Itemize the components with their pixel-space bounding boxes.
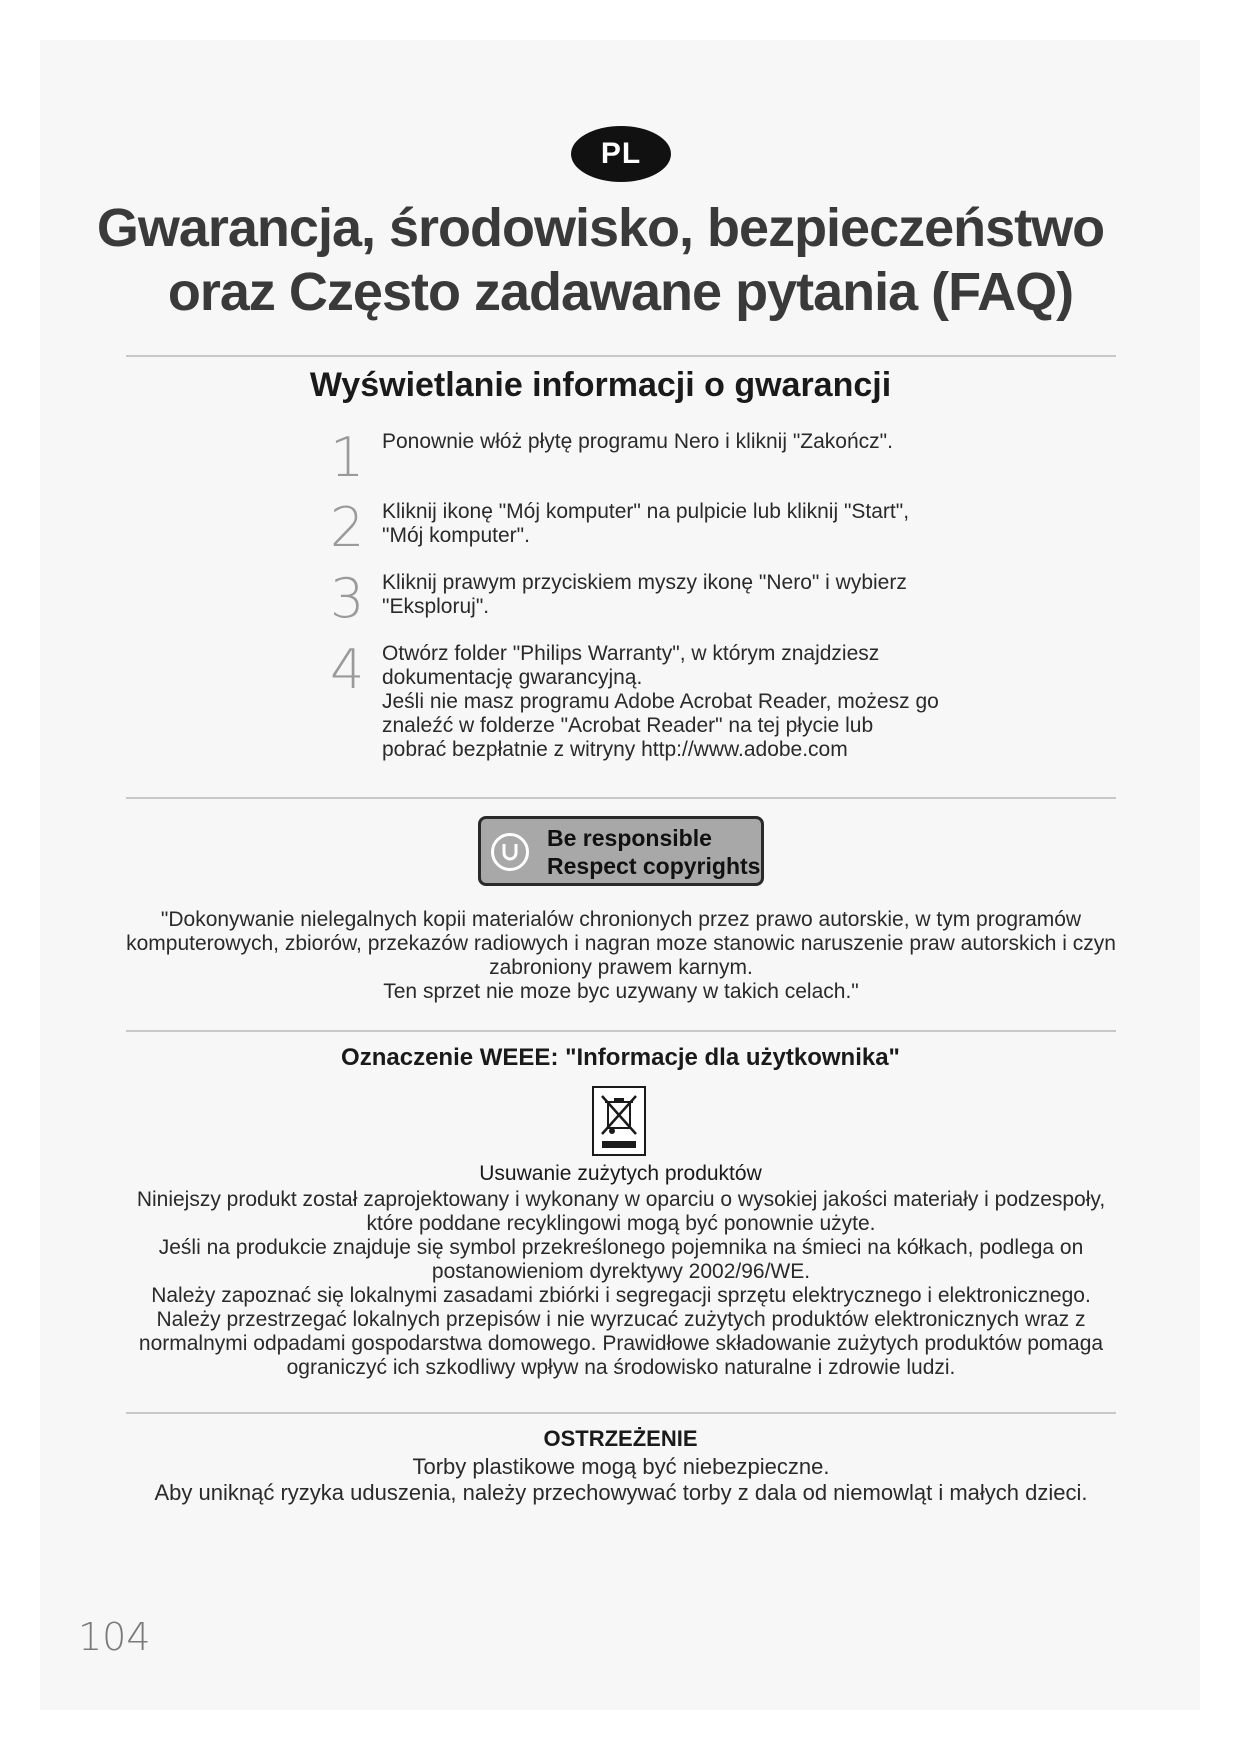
step-text: Kliknij ikonę "Mój komputer" na pulpicie lub kliknij "Start", "Mój komputer". [382,500,910,547]
logo-text-line-1: Be responsible [547,825,712,851]
copyright-u-icon [491,833,529,871]
step-text: Otwórz folder "Philips Warranty", w którym znajdziesz dokumentację gwarancyjną. Jeśli nie masz programu Adobe Acrobat Reader, możesz go znaleźć w folderze "Acrobat Reader" na tej płycie lub pobrać bezpłatnie z witryny http://www.adobe.com [382,642,939,761]
weee-text: Niniejszy produkt został zaprojektowany i wykonany w oparciu o wysokiej jakości materiały i podzespoły, które poddane recyklingowi mogą być ponownie użyte. Jeśli na produkcie znajduje się symbol przekreślonego pojemnika na śmieci na kółkach, podlega on postanowieniom dyrektywy 2002/96/WE. Należy zapoznać się lokalnymi zasadami zbiórki i segregacji sprzętu elektrycznego i elektronicznego. Należy przestrzegać lokalnych przepisów i nie wyrzucać zużytych produktów elektronicznych wraz z normalnymi odpadami gospodarstwa domowego. Prawidłowe składowanie zużytych produktów pomaga ograniczyć ich szkodliwy wpływ na środowisko naturalne i zdrowie ludzi. [136,1188,1106,1379]
divider [126,1412,1116,1414]
step-text: Ponownie włóż płytę programu Nero i kliknij "Zakończ". [382,430,893,453]
page-number: 104 [78,1615,151,1659]
language-badge: PL [571,126,671,182]
step-text: Kliknij prawym przyciskiem myszy ikonę "Nero" i wybierz "Eksploruj". [382,571,907,618]
step-number: 3 [330,567,365,630]
divider [126,1030,1116,1032]
step-number: 1 [330,426,365,489]
page-title-line-2: oraz Często zadawane pytania (FAQ) [167,262,1074,322]
warning-heading: OSTRZEŻENIE [543,1426,698,1451]
divider [126,797,1116,799]
logo-text-line-2: Respect copyrights [547,853,761,879]
weee-subheading: Usuwanie zużytych produktów [479,1162,762,1185]
divider [126,355,1116,357]
copyright-logo [478,816,764,886]
warning-text: Torby plastikowe mogą być niebezpieczne. Aby uniknąć ryzyka uduszenia, należy przechowywać torby z dala od niemowląt i małych dzieci. [154,1454,1088,1505]
step-number: 4 [330,638,365,701]
step-number: 2 [330,496,365,559]
copyright-notice: "Dokonywanie nielegalnych kopii materialów chronionych przez prawo autorskie, w tym programów komputerowych, zbiorów, przekazów radiowych i nagran moze stanowic naruszenie praw autorskich i czyn zabroniony prawem karnym. Ten sprzet nie moze byc uzywany w takich celach." [126,908,1116,1003]
crossed-bin-icon [592,1086,646,1156]
weee-heading: Oznaczenie WEEE: "Informacje dla użytkownika" [341,1044,900,1071]
warranty-heading: Wyświetlanie informacji o gwarancji [309,366,892,404]
page-title-line-1: Gwarancja, środowisko, bezpieczeństwo [96,198,1105,258]
